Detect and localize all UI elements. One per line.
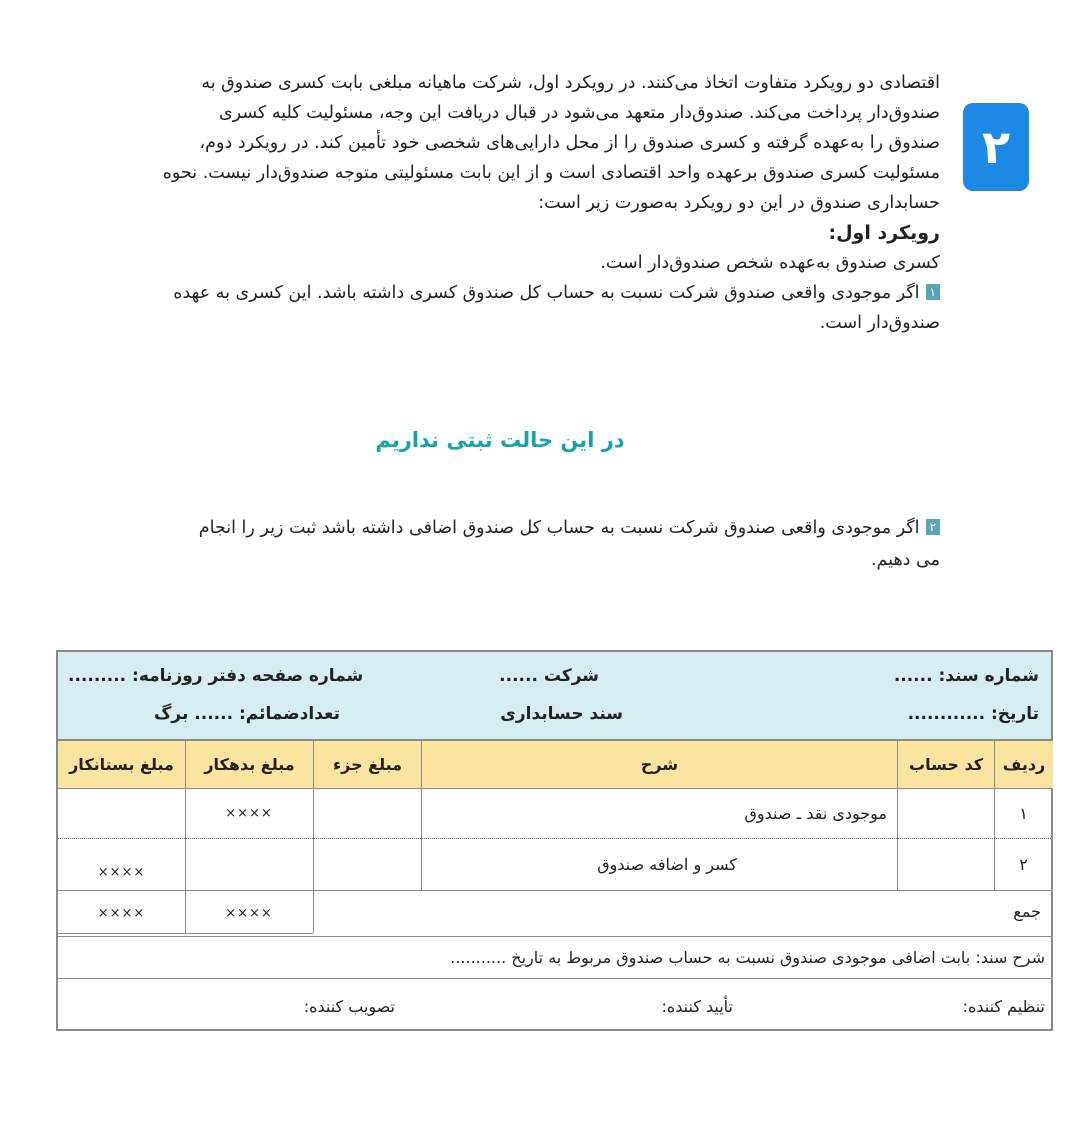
row-separator <box>58 978 1051 979</box>
accounting-voucher <box>56 650 1053 1031</box>
grid-line <box>313 789 314 933</box>
voucher-title: سند حسابداری <box>500 704 623 724</box>
intro-line: صندوق را به‌عهده گرفته و کسری صندوق را از محل دارایی‌های شخصی خود تأمین کند. در رویکرد دوم، <box>199 133 940 153</box>
col-row-header: ردیف <box>994 741 1053 789</box>
attachments-count: تعدادضمائم: ...... برگ <box>154 704 341 724</box>
intro-line: صندوق‌دار پرداخت می‌کند. صندوق‌دار متعهد می‌شود در قبال دریافت این وجه، مسئولیت کلیه کسری <box>218 103 940 123</box>
row-1-desc: موجودی نقد ـ صندوق <box>744 804 887 823</box>
company-name: شرکت ...... <box>499 666 599 686</box>
col-debit-header: مبلغ بدهکار <box>185 741 313 789</box>
voucher-description: شرح سند: بابت اضافی موجودی صندوق نسبت به حساب صندوق مربوط به تاریخ ........... <box>450 947 1045 967</box>
doc-number: شماره سند: ...... <box>893 666 1039 686</box>
item-1-line: صندوق‌دار است. <box>819 313 940 333</box>
prepared-by: تنظیم کننده: <box>962 997 1045 1016</box>
item-2-paragraph <box>52 512 940 576</box>
col-desc-header: شرح <box>421 741 897 789</box>
approved-by: تصویب کننده: <box>303 997 395 1016</box>
row-2-credit: ×××× <box>97 865 146 880</box>
journal-page-number: شماره صفحه دفتر روزنامه: ......... <box>68 666 364 686</box>
row-1-credit <box>58 789 185 838</box>
doc-date: تاریخ: ............ <box>907 704 1039 724</box>
approach-title: رویکرد اول: <box>828 222 940 244</box>
row-2-desc: کسر و اضافه صندوق <box>597 855 737 874</box>
total-label: جمع <box>1013 902 1041 921</box>
item-2-line: می دهیم. <box>870 550 940 570</box>
approach-line: کسری صندوق به‌عهده شخص صندوق‌دار است. <box>600 253 940 273</box>
verified-by: تأیید کننده: <box>661 997 733 1016</box>
intro-line: اقتصادی دو رویکرد متفاوت اتخاذ می‌کنند. در رویکرد اول، شرکت ماهیانه مبلغی بابت کسری صندوق به <box>201 73 940 93</box>
row-1-number: ۱ <box>1019 804 1028 823</box>
no-entry-note: در این حالت ثبتی نداریم <box>375 428 625 452</box>
row-2-number: ۲ <box>1019 855 1028 874</box>
item-2-number: ۲ <box>926 519 940 535</box>
col-code-header: کد حساب <box>897 741 994 789</box>
col-credit-header: مبلغ بستانکار <box>58 741 185 789</box>
row-2-debit <box>185 839 313 890</box>
total-credit: ×××× <box>97 906 146 921</box>
intro-line: حسابداری صندوق در این دو رویکرد به‌صورت زیر است: <box>538 193 940 213</box>
intro-paragraph <box>52 68 940 338</box>
item-1-line: ۱اگر موجودی واقعی صندوق شرکت نسبت به حساب کل صندوق کسری داشته باشد. این کسری به عهده <box>52 278 940 308</box>
voucher-header <box>58 652 1051 741</box>
total-debit: ×××× <box>225 906 273 921</box>
intro-line: مسئولیت کسری صندوق برعهده واحد اقتصادی است و از این بابت مسئولیتی متوجه صندوق‌دار نیست. نحوه <box>162 163 940 183</box>
section-number-badge: ۲ <box>963 103 1029 191</box>
item-1-number: ۱ <box>926 284 940 300</box>
row-1-debit: ×××× <box>225 806 273 821</box>
item-2-line: ۲اگر موجودی واقعی صندوق شرکت نسبت به حساب کل صندوق اضافی داشته باشد ثبت زیر را انجام <box>52 512 940 544</box>
col-partial-header: مبلغ جزء <box>313 741 421 789</box>
grid-line <box>897 789 898 890</box>
